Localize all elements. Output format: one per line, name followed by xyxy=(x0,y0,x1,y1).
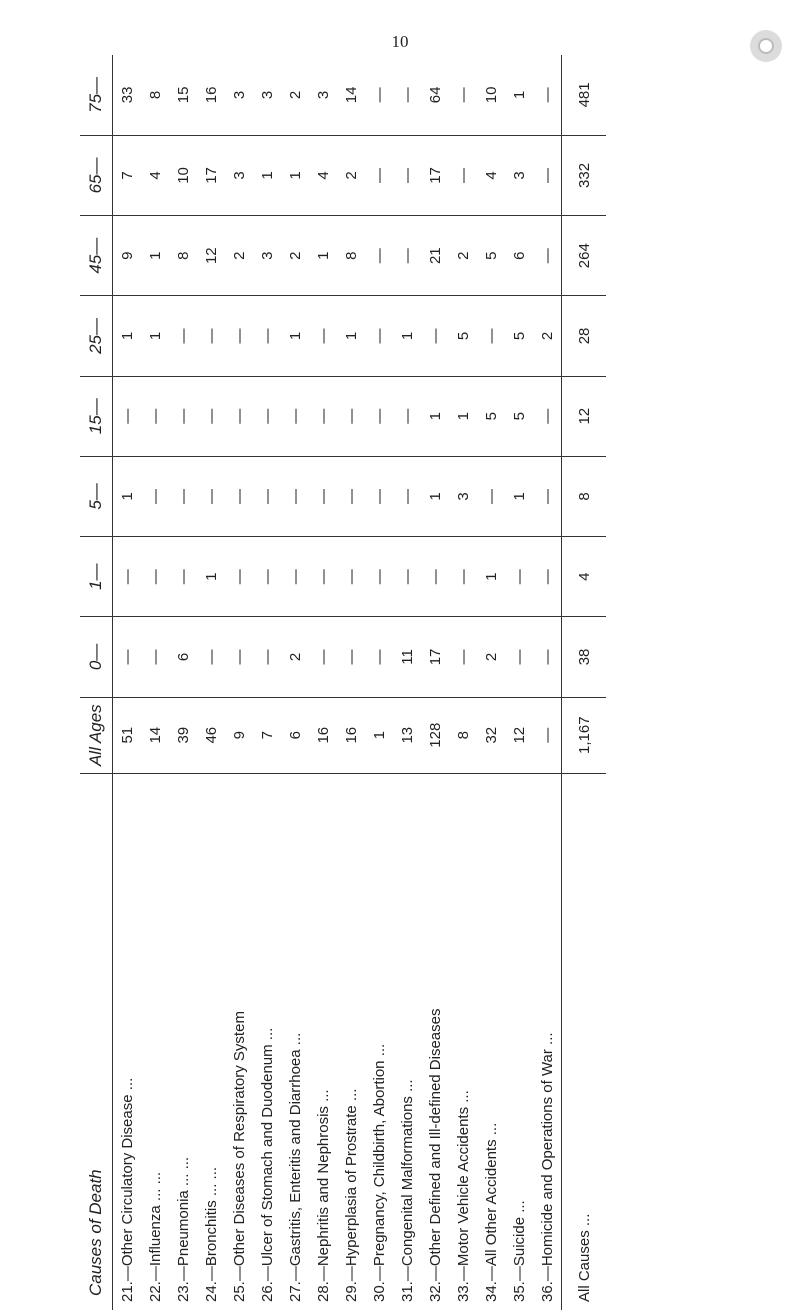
value-cell: 6 xyxy=(169,617,197,697)
table-row xyxy=(309,55,337,1310)
header-age-65: 65— xyxy=(80,135,113,215)
value-cell: 2 xyxy=(281,216,309,296)
value-cell: — xyxy=(449,55,477,135)
value-cell: 3 xyxy=(225,55,253,135)
value-cell: 14 xyxy=(141,697,169,773)
cause-cell: 36.—Homicide and Operations of War ... xyxy=(538,1032,556,1302)
value-cell: — xyxy=(309,296,337,376)
value-cell: 2 xyxy=(281,55,309,135)
total-value: 28 xyxy=(562,296,607,376)
value-cell: — xyxy=(253,617,281,697)
value-cell: 1 xyxy=(505,456,533,536)
value-cell: 6 xyxy=(505,216,533,296)
table-row xyxy=(393,55,421,1310)
value-cell: 10 xyxy=(477,55,505,135)
value-cell: — xyxy=(393,216,421,296)
value-cell: 12 xyxy=(197,216,225,296)
value-cell: — xyxy=(169,456,197,536)
value-cell: — xyxy=(365,135,393,215)
value-cell: — xyxy=(225,376,253,456)
table-row xyxy=(169,55,197,1310)
table-row xyxy=(365,55,393,1310)
header-age-5: 5— xyxy=(80,456,113,536)
value-cell: — xyxy=(533,216,562,296)
total-value: 12 xyxy=(562,376,607,456)
table-row xyxy=(113,55,142,1310)
header-row xyxy=(80,55,113,1310)
value-cell: 17 xyxy=(421,135,449,215)
value-cell: — xyxy=(309,376,337,456)
cause-cell: 32.—Other Defined and Ill-defined Diseases xyxy=(426,1008,444,1302)
value-cell: 17 xyxy=(421,617,449,697)
value-cell: — xyxy=(225,617,253,697)
cause-cell: 27.—Gastritis, Enteritis and Diarrhoea ... xyxy=(286,1032,304,1302)
value-cell: — xyxy=(393,376,421,456)
scan-mark xyxy=(750,30,782,62)
value-cell: — xyxy=(197,296,225,376)
total-row xyxy=(562,55,607,1310)
value-cell: 8 xyxy=(449,697,477,773)
value-cell: — xyxy=(421,296,449,376)
total-value: 38 xyxy=(562,617,607,697)
value-cell: 39 xyxy=(169,697,197,773)
value-cell: — xyxy=(477,296,505,376)
value-cell: — xyxy=(281,456,309,536)
header-age-15: 15— xyxy=(80,376,113,456)
value-cell: — xyxy=(225,537,253,617)
value-cell: — xyxy=(141,537,169,617)
value-cell: — xyxy=(309,537,337,617)
value-cell: 33 xyxy=(113,55,142,135)
value-cell: 16 xyxy=(337,697,365,773)
total-value: 1,167 xyxy=(562,697,607,773)
value-cell: 5 xyxy=(505,376,533,456)
value-cell: — xyxy=(225,296,253,376)
value-cell: — xyxy=(505,537,533,617)
value-cell: — xyxy=(365,55,393,135)
value-cell: 2 xyxy=(477,617,505,697)
value-cell: — xyxy=(533,376,562,456)
value-cell: 10 xyxy=(169,135,197,215)
value-cell: 1 xyxy=(365,697,393,773)
value-cell: 8 xyxy=(141,55,169,135)
value-cell: — xyxy=(309,456,337,536)
value-cell: — xyxy=(337,537,365,617)
value-cell: — xyxy=(253,296,281,376)
value-cell: 1 xyxy=(253,135,281,215)
value-cell: 2 xyxy=(281,617,309,697)
table-row xyxy=(141,55,169,1310)
cause-cell: 31.—Congenital Malformations ... xyxy=(398,1079,416,1302)
value-cell: 16 xyxy=(309,697,337,773)
total-label: All Causes ... xyxy=(562,773,607,1310)
value-cell: 16 xyxy=(197,55,225,135)
value-cell: 15 xyxy=(169,55,197,135)
value-cell: — xyxy=(197,617,225,697)
value-cell: — xyxy=(113,537,142,617)
value-cell: — xyxy=(309,617,337,697)
value-cell: — xyxy=(113,376,142,456)
value-cell: — xyxy=(421,537,449,617)
total-value: 8 xyxy=(562,456,607,536)
value-cell: — xyxy=(533,55,562,135)
value-cell: — xyxy=(197,376,225,456)
value-cell: 3 xyxy=(253,55,281,135)
total-value: 4 xyxy=(562,537,607,617)
value-cell: 4 xyxy=(477,135,505,215)
value-cell: — xyxy=(365,537,393,617)
value-cell: 7 xyxy=(113,135,142,215)
header-age-45: 45— xyxy=(80,216,113,296)
value-cell: 32 xyxy=(477,697,505,773)
cause-cell: 35.—Suicide ... xyxy=(510,1200,528,1302)
header-age-25: 25— xyxy=(80,296,113,376)
value-cell: — xyxy=(393,135,421,215)
value-cell: 64 xyxy=(421,55,449,135)
total-value: 264 xyxy=(562,216,607,296)
value-cell: 12 xyxy=(505,697,533,773)
value-cell: 8 xyxy=(169,216,197,296)
value-cell: — xyxy=(337,617,365,697)
value-cell: 1 xyxy=(197,537,225,617)
cause-cell: 26.—Ulcer of Stomach and Duodenum ... xyxy=(258,1027,276,1302)
value-cell: 7 xyxy=(253,697,281,773)
value-cell: 3 xyxy=(505,135,533,215)
total-value: 332 xyxy=(562,135,607,215)
value-cell: — xyxy=(365,617,393,697)
value-cell: — xyxy=(197,456,225,536)
value-cell: — xyxy=(533,135,562,215)
value-cell: — xyxy=(393,456,421,536)
cause-cell: 23.—Pneumonia ... ... xyxy=(174,1156,192,1302)
value-cell: 1 xyxy=(393,296,421,376)
table-row xyxy=(337,55,365,1310)
value-cell: 1 xyxy=(281,296,309,376)
value-cell: 2 xyxy=(449,216,477,296)
value-cell: — xyxy=(169,537,197,617)
value-cell: 1 xyxy=(421,376,449,456)
cause-cell: 21.—Other Circulatory Disease ... xyxy=(118,1077,136,1302)
value-cell: — xyxy=(141,376,169,456)
table-row xyxy=(421,55,449,1310)
value-cell: 21 xyxy=(421,216,449,296)
value-cell: 5 xyxy=(449,296,477,376)
cause-cell: 22.—Influenza ... ... xyxy=(146,1171,164,1302)
table-row xyxy=(449,55,477,1310)
cause-cell: 29.—Hyperplasia of Prostrate ... xyxy=(342,1088,360,1302)
value-cell: 51 xyxy=(113,697,142,773)
value-cell: 1 xyxy=(477,537,505,617)
value-cell: — xyxy=(141,617,169,697)
value-cell: 128 xyxy=(421,697,449,773)
header-age-75: 75— xyxy=(80,55,113,135)
value-cell: 13 xyxy=(393,697,421,773)
value-cell: — xyxy=(393,537,421,617)
value-cell: 2 xyxy=(225,216,253,296)
table-row xyxy=(281,55,309,1310)
table-row xyxy=(253,55,281,1310)
value-cell: — xyxy=(337,376,365,456)
value-cell: 1 xyxy=(141,296,169,376)
value-cell: — xyxy=(169,296,197,376)
value-cell: — xyxy=(169,376,197,456)
value-cell: — xyxy=(141,456,169,536)
value-cell: 46 xyxy=(197,697,225,773)
value-cell: 1 xyxy=(141,216,169,296)
value-cell: — xyxy=(533,617,562,697)
value-cell: — xyxy=(533,697,562,773)
value-cell: 8 xyxy=(337,216,365,296)
value-cell: 3 xyxy=(449,456,477,536)
total-value: 481 xyxy=(562,55,607,135)
cause-cell: 34.—All Other Accidents ... xyxy=(482,1122,500,1302)
value-cell: — xyxy=(113,617,142,697)
mortality-table xyxy=(80,55,606,1310)
header-all-ages: All Ages xyxy=(80,697,113,773)
value-cell: 5 xyxy=(505,296,533,376)
cause-cell: 24.—Bronchitis ... ... xyxy=(202,1166,220,1302)
table-row xyxy=(505,55,533,1310)
value-cell: — xyxy=(337,456,365,536)
value-cell: 1 xyxy=(113,456,142,536)
value-cell: — xyxy=(281,537,309,617)
value-cell: 1 xyxy=(337,296,365,376)
value-cell: — xyxy=(533,537,562,617)
value-cell: — xyxy=(365,456,393,536)
value-cell: — xyxy=(365,296,393,376)
value-cell: 9 xyxy=(225,697,253,773)
value-cell: 4 xyxy=(141,135,169,215)
cause-cell: 30.—Pregnancy, Childbirth, Abortion ... xyxy=(370,1043,388,1302)
header-age-1: 1— xyxy=(80,537,113,617)
rotated-table-wrapper xyxy=(80,55,640,1310)
value-cell: — xyxy=(365,376,393,456)
value-cell: 5 xyxy=(477,216,505,296)
header-causes: Causes of Death xyxy=(80,773,113,1310)
value-cell: 3 xyxy=(253,216,281,296)
table-row xyxy=(533,55,562,1310)
value-cell: — xyxy=(505,617,533,697)
value-cell: 5 xyxy=(477,376,505,456)
value-cell: — xyxy=(477,456,505,536)
value-cell: 1 xyxy=(505,55,533,135)
value-cell: 17 xyxy=(197,135,225,215)
value-cell: — xyxy=(449,617,477,697)
table-row xyxy=(225,55,253,1310)
value-cell: — xyxy=(225,456,253,536)
cause-cell: 25.—Other Diseases of Respiratory System xyxy=(230,1011,248,1302)
value-cell: — xyxy=(449,537,477,617)
value-cell: — xyxy=(365,216,393,296)
value-cell: — xyxy=(253,537,281,617)
cause-cell: 33.—Motor Vehicle Accidents ... xyxy=(454,1090,472,1302)
table-row xyxy=(197,55,225,1310)
value-cell: 3 xyxy=(309,55,337,135)
value-cell: 1 xyxy=(113,296,142,376)
value-cell: 11 xyxy=(393,617,421,697)
value-cell: — xyxy=(253,456,281,536)
value-cell: 2 xyxy=(337,135,365,215)
value-cell: 4 xyxy=(309,135,337,215)
value-cell: 14 xyxy=(337,55,365,135)
value-cell: 1 xyxy=(449,376,477,456)
value-cell: 6 xyxy=(281,697,309,773)
value-cell: — xyxy=(281,376,309,456)
value-cell: — xyxy=(449,135,477,215)
cause-cell: 28.—Nephritis and Nephrosis ... xyxy=(314,1089,332,1302)
value-cell: 1 xyxy=(309,216,337,296)
table-row xyxy=(477,55,505,1310)
header-age-0: 0— xyxy=(80,617,113,697)
value-cell: 9 xyxy=(113,216,142,296)
value-cell: 1 xyxy=(421,456,449,536)
value-cell: 1 xyxy=(281,135,309,215)
value-cell: — xyxy=(533,456,562,536)
page-number: 10 xyxy=(391,32,409,51)
value-cell: — xyxy=(393,55,421,135)
value-cell: 2 xyxy=(533,296,562,376)
value-cell: 3 xyxy=(225,135,253,215)
value-cell: — xyxy=(253,376,281,456)
